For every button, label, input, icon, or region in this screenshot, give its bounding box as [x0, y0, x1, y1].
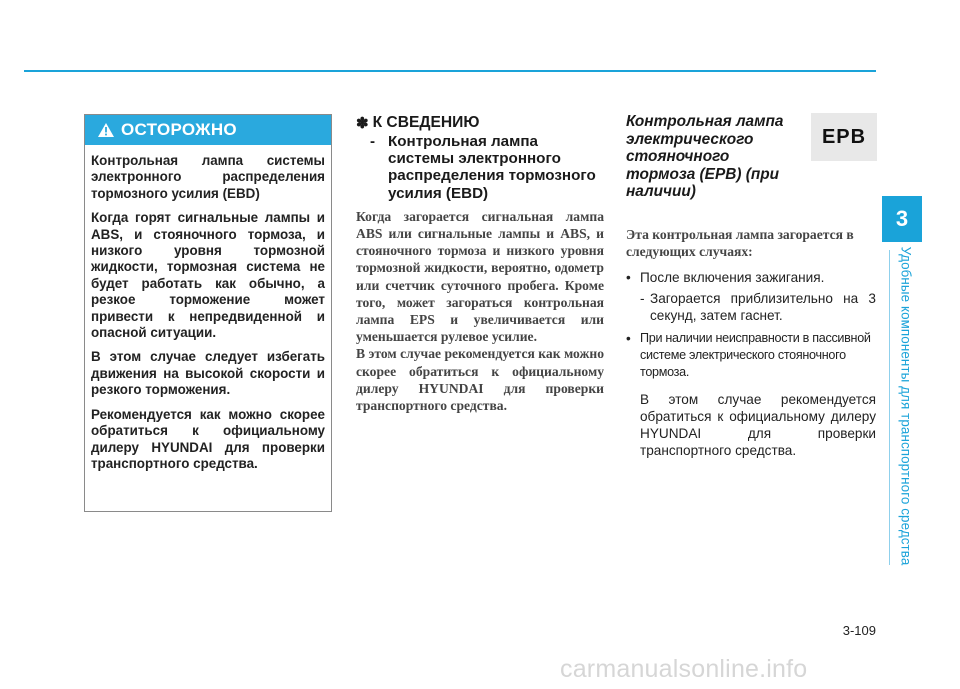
- warning-title: Контрольная лампа системы электронного распределения тормозного усилия (EBD): [91, 153, 325, 201]
- list-item: [626, 330, 876, 381]
- chapter-tab: 3: [882, 196, 922, 242]
- notice-subtitle: [370, 133, 604, 202]
- page-number: 3-109: [842, 623, 876, 638]
- notice-star-icon: ✽: [356, 115, 369, 132]
- sub-list-item: [626, 290, 876, 324]
- notice-title: [356, 114, 604, 132]
- warning-paragraph: Рекомендуется как можно скорее обратиться к официальному дилеру HYUNDAI для проверки транспортного средства.: [91, 406, 325, 471]
- bullet-icon: •: [626, 330, 631, 346]
- indicator-section: [626, 113, 876, 459]
- warning-header-label: ОСТОРОЖНО: [121, 120, 237, 139]
- warning-triangle-icon: [97, 122, 115, 138]
- dash-marker: -: [370, 133, 376, 150]
- side-chapter-title-text: Удобные компоненты для транспортного средства: [898, 246, 914, 566]
- notice-body: [356, 208, 604, 414]
- warning-paragraph: В этом случае следует избегать движения на высокой скорости и резкого торможения.: [91, 349, 325, 398]
- notice-section: [356, 114, 604, 414]
- side-chapter-title: [897, 247, 915, 565]
- indicator-bullets: [626, 269, 876, 459]
- indicator-title: Контрольная лампа электрического стояночного тормоза (EPB) (при наличии): [626, 113, 784, 201]
- bullet-text: После включения зажигания.: [640, 269, 825, 285]
- notice-paragraph: В этом случае рекомендуется как можно скорее обратиться к официальному дилеру HYUNDAI для проверки транспортного средства.: [356, 346, 604, 414]
- bullet-note: В этом случае рекомендуется обратиться к официальному дилеру HYUNDAI для проверки транспортного средства.: [640, 391, 876, 458]
- list-item: [626, 269, 876, 286]
- warning-header: [85, 115, 331, 145]
- top-rule: [24, 70, 876, 72]
- bullet-icon: •: [626, 269, 631, 285]
- side-rule: [889, 250, 890, 565]
- notice-subtitle-text: Контрольная лампа системы электронного распределения тормозного усилия (EBD): [388, 133, 596, 202]
- notice-title-text: К СВЕДЕНИЮ: [372, 114, 480, 131]
- warning-paragraph: Когда горят сигнальные лампы и ABS, и стояночного тормоза, и низкого уровня тормозной жидкости, тормозная система не будет работать как обычно, а резкое торможение может привести к непредвиденной и опасной ситуации.: [91, 210, 325, 341]
- watermark: carmanualsonline.info: [560, 655, 808, 683]
- warning-body: [85, 145, 331, 472]
- dash-marker: -: [640, 290, 645, 306]
- warning-box: [84, 114, 332, 512]
- indicator-intro: Эта контрольная лампа загорается в следующих случаях:: [626, 226, 854, 260]
- notice-paragraph: Когда загорается сигнальная лампа ABS или сигнальные лампы и ABS, и стояночного тормоза и низкого уровня тормозной жидкости, вероятно, одометр или счетчик суточного пробега. Кроме того, может загораться контрольная лампа EPS и увеличивается или уменьшается рулевое усилие.: [356, 208, 604, 345]
- bullet-text: При наличии неисправности в пассивной системе электрического стояночного тормоза.: [640, 330, 871, 379]
- epb-badge: EPB: [811, 113, 877, 161]
- sub-bullet-text: Загорается приблизительно на 3 секунд, затем гаснет.: [650, 290, 876, 323]
